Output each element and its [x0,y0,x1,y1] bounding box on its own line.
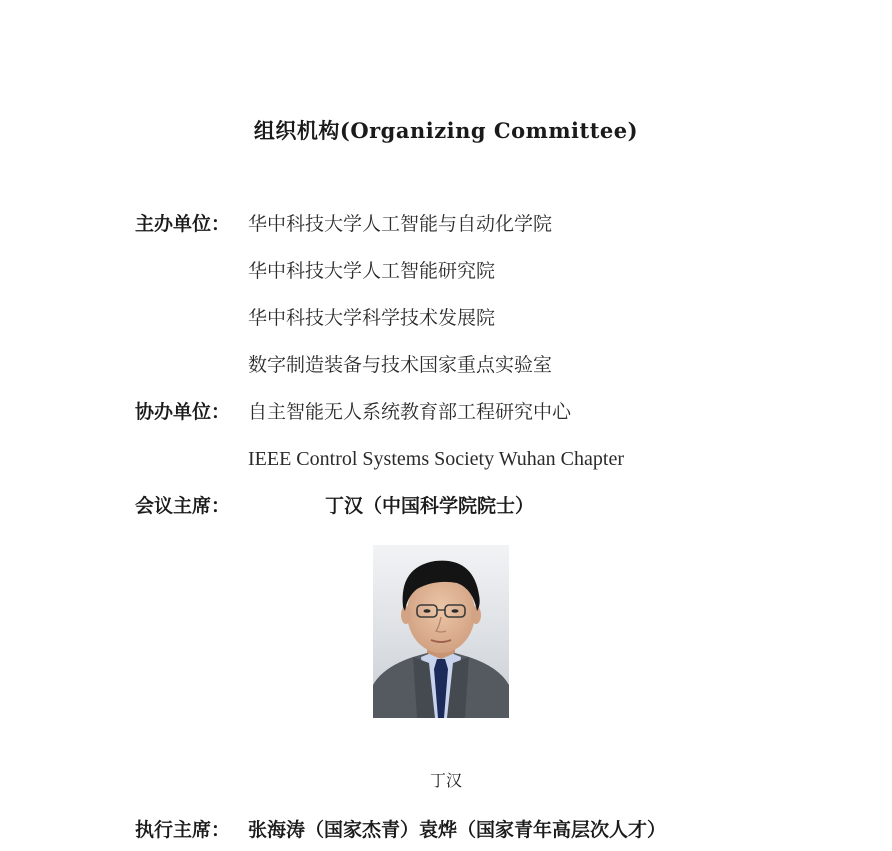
photo-caption: 丁汉 [429,771,462,790]
chair-name: 丁汉（中国科学院院士） [325,495,535,517]
portrait-illustration [373,545,509,718]
co-host-label: 协办单位： [135,401,231,423]
host-item: 华中科技大学人工智能研究院 [248,260,496,282]
host-item: 数字制造装备与技术国家重点实验室 [248,354,553,376]
exec-chair-names: 张海涛（国家杰青）袁烨（国家青年高层次人才） [248,819,667,841]
chair-label: 会议主席： [135,495,231,517]
host-item: 华中科技大学科学技术发展院 [248,307,496,329]
host-label: 主办单位： [135,213,231,235]
co-host-item: 自主智能无人系统教育部工程研究中心 [248,401,572,423]
exec-chair-label: 执行主席： [135,819,231,841]
chair-portrait-photo [373,545,509,718]
host-item: 华中科技大学人工智能与自动化学院 [248,213,553,235]
co-host-item: IEEE Control Systems Society Wuhan Chapter [248,448,624,470]
page-title: 组织机构(Organizing Committee) [253,118,639,143]
